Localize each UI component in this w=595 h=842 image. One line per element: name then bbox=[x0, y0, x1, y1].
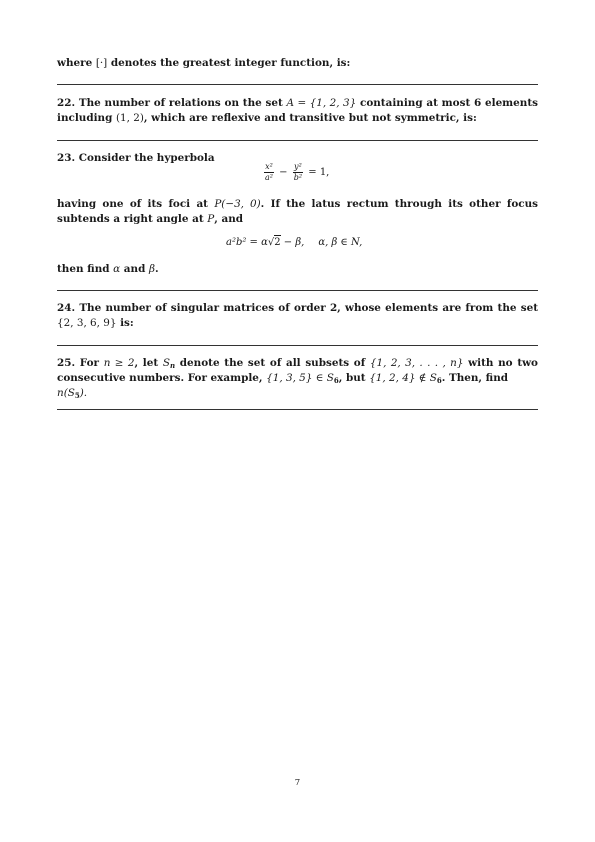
intro-pre: where bbox=[57, 57, 96, 69]
exam-page bbox=[57, 0, 538, 842]
q23-line-2 bbox=[57, 212, 538, 227]
divider-4 bbox=[57, 345, 538, 346]
q23-and: and bbox=[120, 263, 149, 275]
root-value: 2 bbox=[274, 237, 281, 248]
sn-subscript: n bbox=[170, 361, 176, 370]
beta-symbol: β bbox=[148, 263, 155, 275]
q25-condition: n ≥ 2 bbox=[103, 357, 135, 369]
alpha-symbol: α bbox=[113, 263, 121, 275]
q23-end: . bbox=[154, 263, 159, 275]
intro-post: denotes the greatest integer function, is: bbox=[107, 57, 351, 69]
point-p: P bbox=[207, 213, 215, 225]
y-numerator: y² bbox=[294, 162, 302, 171]
divider-1 bbox=[57, 84, 538, 85]
minus-sign: − bbox=[279, 167, 288, 178]
example-in: {1, 3, 5} ∈ S bbox=[266, 372, 334, 384]
q25-text-b: , let bbox=[134, 357, 163, 369]
y-denominator: b² bbox=[293, 173, 303, 182]
y-fraction bbox=[293, 162, 303, 183]
q24-line-2 bbox=[57, 316, 538, 331]
q25-text-d: with no two bbox=[463, 357, 538, 369]
q25-text-c: denote the set of all subsets of bbox=[175, 357, 370, 369]
q22-set: A = {1, 2, 3} bbox=[286, 97, 357, 109]
q25-line-1 bbox=[57, 356, 538, 371]
q23-text-d: , and bbox=[214, 213, 244, 225]
divider-2 bbox=[57, 140, 538, 141]
q22-line-1 bbox=[57, 96, 538, 111]
q23-title: 23. Consider the hyperbola bbox=[57, 152, 215, 164]
q24-set: {2, 3, 6, 9} bbox=[57, 317, 117, 329]
q22-line-2 bbox=[57, 111, 538, 126]
condition-equation: a²b² = α√2 − β, α, β ∈ N, bbox=[226, 237, 363, 248]
equation-rhs: = 1, bbox=[308, 167, 330, 178]
q25-line-2 bbox=[57, 371, 538, 401]
intro-line bbox=[57, 56, 538, 71]
q23-find-text: then find bbox=[57, 263, 114, 275]
condition-rest: − β, bbox=[280, 237, 305, 248]
find-subscript: 5 bbox=[74, 391, 80, 400]
q25-text-a: 25. For bbox=[57, 357, 104, 369]
x-denominator: a² bbox=[265, 173, 273, 182]
q23-line-1 bbox=[57, 197, 538, 212]
q24-line-1: 24. The number of singular matrices of order 2, whose elements are from the set bbox=[57, 302, 538, 314]
divider-5 bbox=[57, 409, 538, 410]
q25-text-f: , but bbox=[338, 372, 370, 384]
condition-lhs: a²b² = α bbox=[226, 237, 268, 248]
q25-text-e: consecutive numbers. For example, bbox=[57, 372, 267, 384]
q24-text-b: is: bbox=[116, 317, 134, 329]
page-number: 7 bbox=[294, 778, 301, 788]
divider-3 bbox=[57, 290, 538, 291]
q22-pair: (1, 2) bbox=[115, 112, 144, 124]
floor-symbol: [·] bbox=[95, 57, 108, 69]
condition-sets: α, β ∈ N, bbox=[318, 237, 363, 248]
sn-symbol: S bbox=[162, 357, 170, 369]
q23-text-a: having one of its foci at bbox=[57, 198, 215, 210]
find-expression: n(S bbox=[57, 387, 75, 399]
q23-text-b: . If the latus rectum through its other focus bbox=[260, 198, 538, 210]
q22-text-d: , which are reflexive and transitive but not symmetric, is: bbox=[143, 112, 477, 124]
hyperbola-equation bbox=[264, 162, 329, 183]
example-notin: {1, 2, 4} ∉ S bbox=[369, 372, 437, 384]
focus-point: P(−3, 0) bbox=[214, 198, 261, 210]
q22-text-a: 22. The number of relations on the set bbox=[57, 97, 287, 109]
q25-set: {1, 2, 3, . . . , n} bbox=[369, 357, 464, 369]
example-notin-subscript: 6 bbox=[436, 376, 442, 385]
q22-text-c: including bbox=[57, 112, 116, 124]
q23-text-c: subtends a right angle at bbox=[57, 213, 208, 225]
q25-text-g: . Then, find bbox=[441, 372, 509, 384]
q22-text-b: containing at most 6 elements bbox=[356, 97, 538, 109]
q23-find-line bbox=[57, 262, 538, 277]
x-fraction bbox=[264, 162, 274, 183]
find-end: ). bbox=[79, 387, 88, 399]
x-numerator: x² bbox=[265, 162, 273, 171]
example-in-subscript: 6 bbox=[333, 376, 339, 385]
